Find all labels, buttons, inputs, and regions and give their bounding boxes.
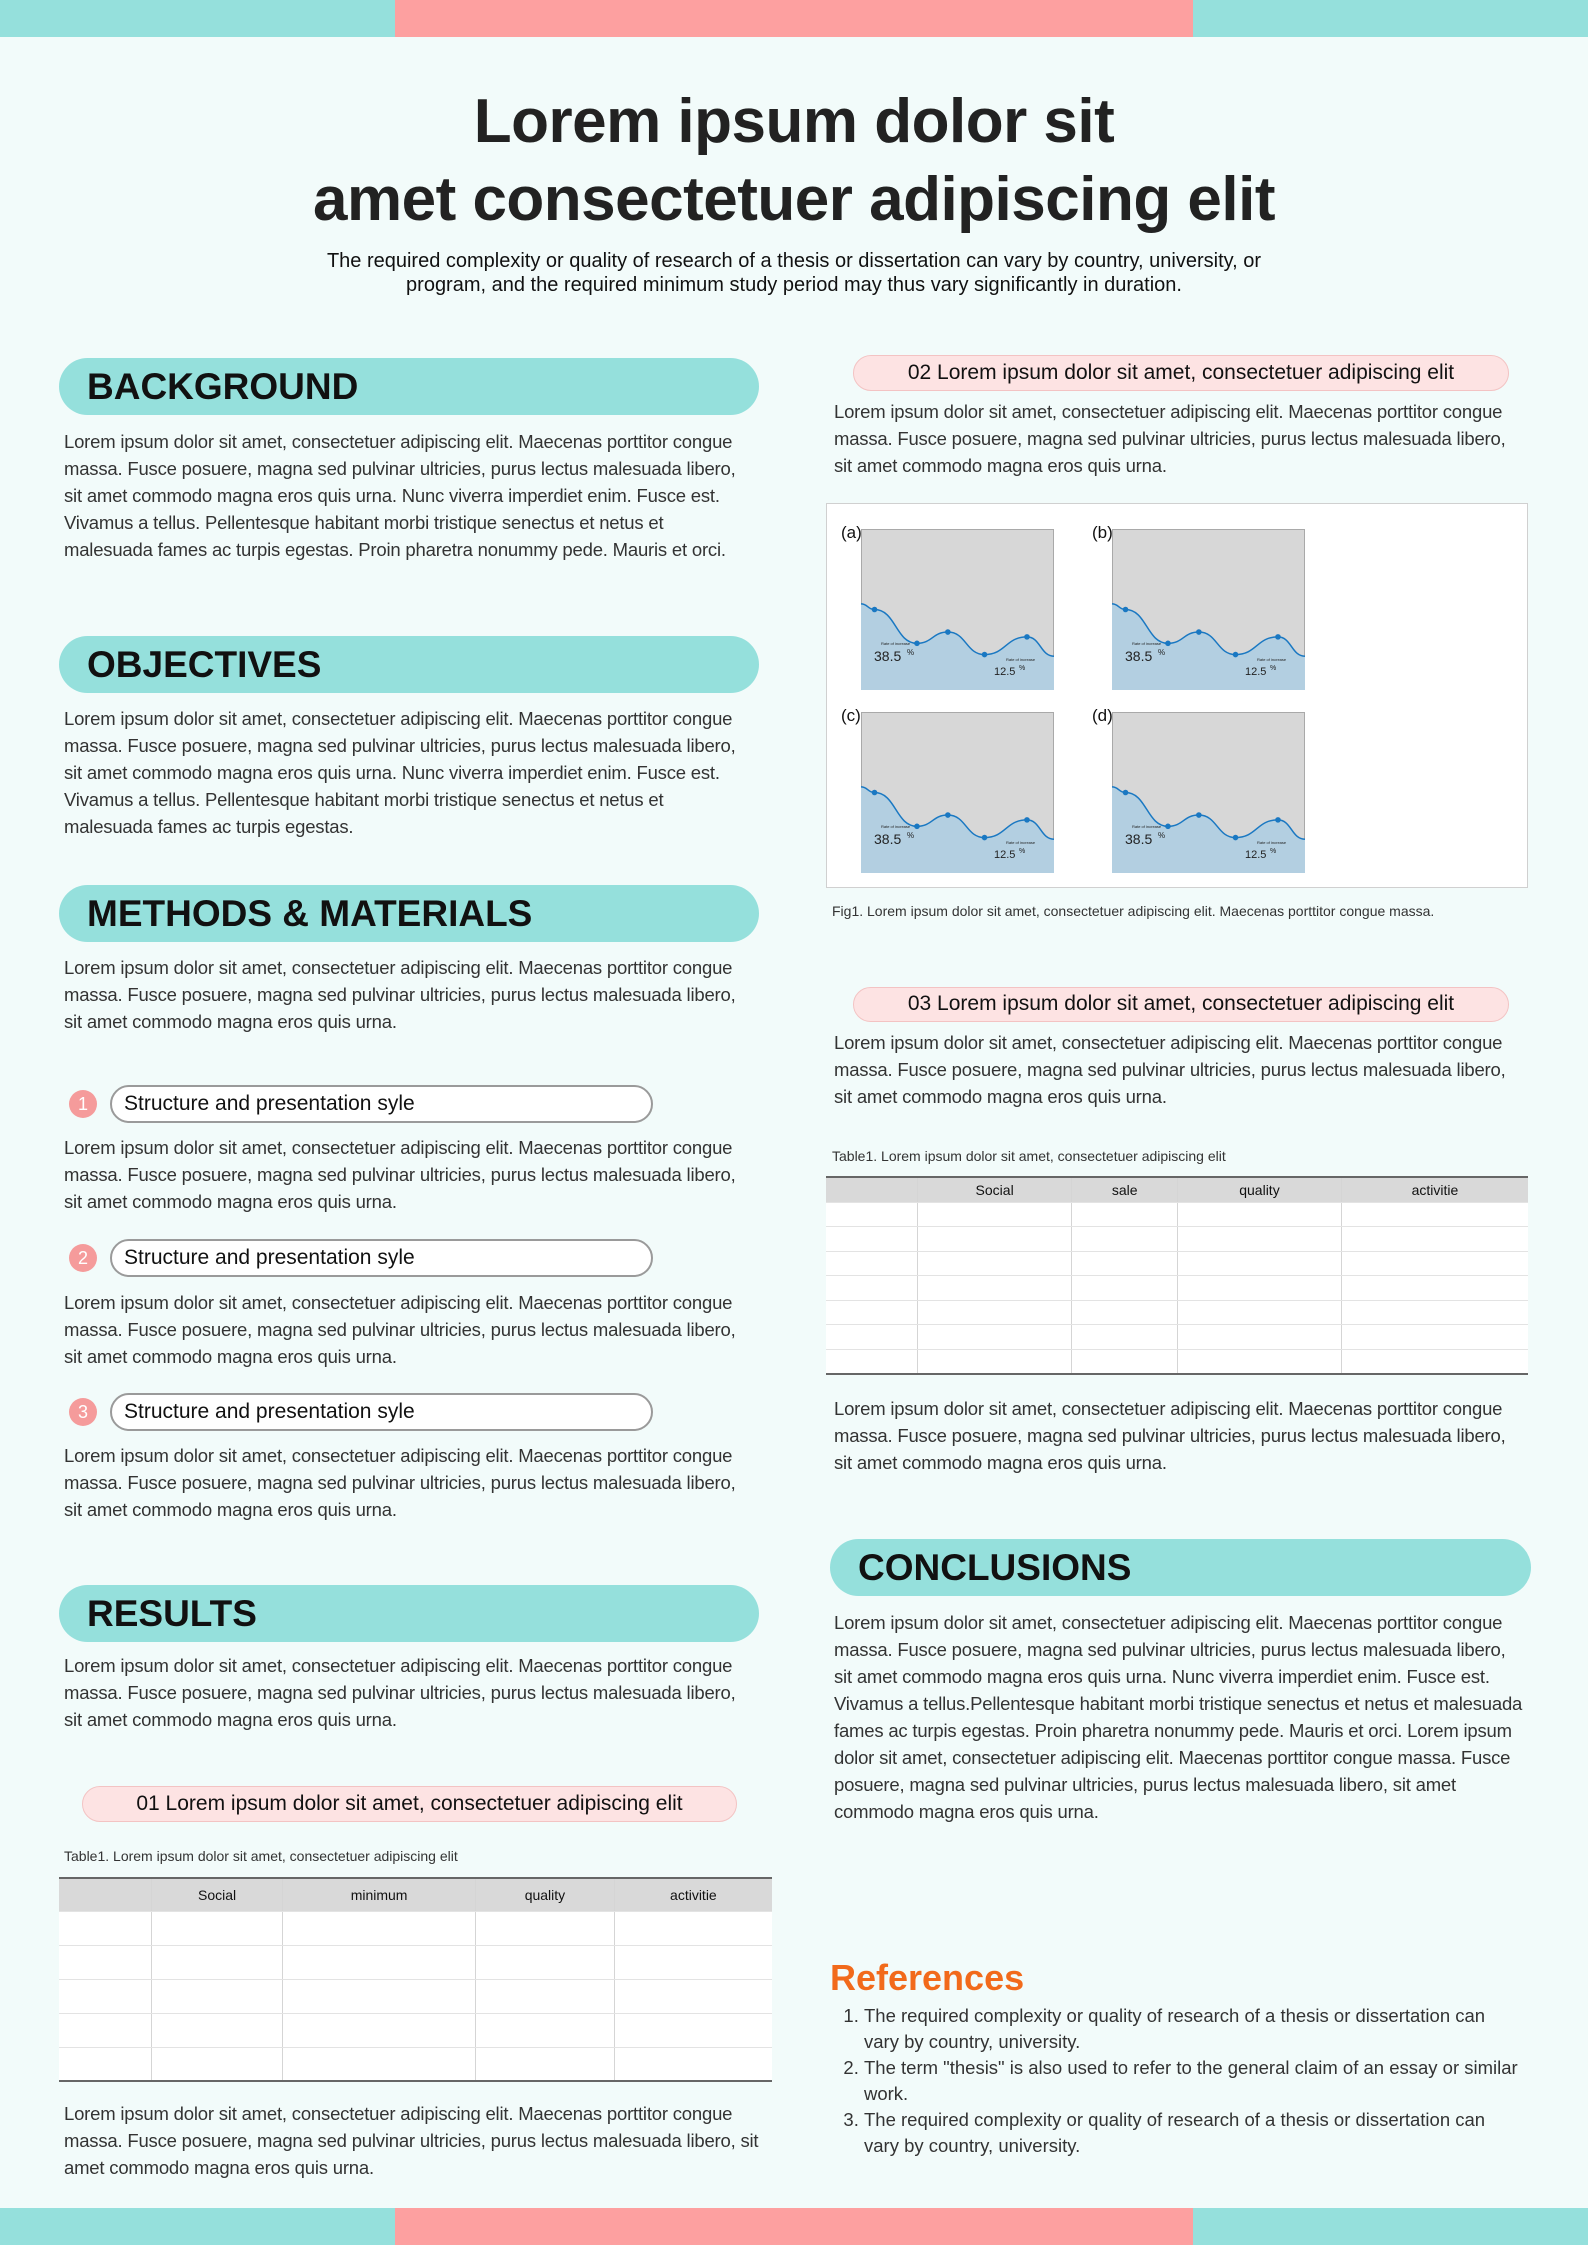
column-header: Social — [152, 1878, 283, 1911]
item-title: Structure and presentation syle — [110, 1393, 653, 1431]
panel-label: (a) — [841, 523, 862, 542]
table2-after-text: Lorem ipsum dolor sit amet, consectetuer adipiscing elit. Maecenas porttitor congue massa. Fusce posuere, magna sed pulvinar ultricies, purus lectus malesuada libero, sit amet commodo magna eros quis urna. — [834, 1398, 1506, 1473]
table-row — [59, 1911, 772, 1945]
references-heading: References — [830, 1957, 1025, 1998]
table-cell — [1177, 1349, 1341, 1374]
table-cell — [152, 1979, 283, 2013]
table-row — [826, 1325, 1528, 1350]
table-cell — [1072, 1300, 1178, 1325]
table-cell — [1177, 1227, 1341, 1252]
figure-caption: Fig1. Lorem ipsum dolor sit amet, consectetuer adipiscing elit. Maecenas porttitor congue massa. — [832, 903, 1435, 919]
table-cell — [152, 2047, 283, 2081]
annotation-unit: % — [1270, 665, 1277, 672]
table-cell — [1177, 1276, 1341, 1301]
annotation-label: Rate of increase — [1006, 840, 1036, 845]
annotation-value: 38.5 — [874, 648, 902, 664]
methods-heading: METHODS & MATERIALS — [59, 885, 759, 942]
results-subheading-02: 02 Lorem ipsum dolor sit amet, consectetuer adipiscing elit — [853, 355, 1509, 391]
table-row — [59, 2013, 772, 2047]
table-cell — [283, 1945, 476, 1979]
data-point — [945, 812, 951, 818]
poster-subtitle: The required complexity or quality of research of a thesis or dissertation can vary by country, university, or program, and the required minimum study period may thus vary significantly in duration. — [326, 250, 1262, 296]
data-point — [982, 652, 988, 658]
results-table-1 — [59, 1877, 772, 2082]
table-row — [59, 2047, 772, 2081]
annotation-unit: % — [1019, 848, 1026, 855]
column-header: quality — [476, 1878, 615, 1911]
bottom-banner — [0, 2208, 1588, 2245]
conclusions-heading: CONCLUSIONS — [830, 1539, 1531, 1596]
table-cell — [476, 2047, 615, 2081]
table-cell — [476, 1945, 615, 1979]
annotation-value: 12.5 — [1245, 849, 1267, 861]
table-cell — [614, 2013, 772, 2047]
item-text: Lorem ipsum dolor sit amet, consectetuer adipiscing elit. Maecenas porttitor congue massa. Fusce posuere, magna sed pulvinar ultricies, purus lectus malesuada libero, sit amet commodo magna eros quis urna. — [64, 1137, 736, 1212]
background-heading: BACKGROUND — [59, 358, 759, 415]
data-point — [1024, 817, 1030, 823]
table-cell — [1341, 1251, 1528, 1276]
item-number-badge: 3 — [69, 1398, 97, 1426]
data-point — [1123, 607, 1129, 613]
column-header: sale — [1072, 1177, 1178, 1202]
annotation-label: Rate of increase — [881, 824, 911, 829]
data-point — [1233, 652, 1239, 658]
objectives-text: Lorem ipsum dolor sit amet, consectetuer adipiscing elit. Maecenas porttitor congue massa. Fusce posuere, magna sed pulvinar ultricies, purus lectus malesuada libero, sit amet commodo magna eros quis urna. Nunc viverra imperdiet enim. Fusce est. Vivamus a tellus. Pellentesque habitant morbi tristique senectus et netus et malesuada fames ac turpis egestas. — [64, 708, 736, 837]
results-text: Lorem ipsum dolor sit amet, consectetuer adipiscing elit. Maecenas porttitor congue massa. Fusce posuere, magna sed pulvinar ultricies, purus lectus malesuada libero, sit amet commodo magna eros quis urna. — [64, 1655, 736, 1730]
item-text: Lorem ipsum dolor sit amet, consectetuer adipiscing elit. Maecenas porttitor congue massa. Fusce posuere, magna sed pulvinar ultricies, purus lectus malesuada libero, sit amet commodo magna eros quis urna. — [64, 1445, 736, 1520]
table-cell — [917, 1251, 1072, 1276]
table-cell — [917, 1227, 1072, 1252]
column-header: quality — [1177, 1177, 1341, 1202]
data-point — [872, 607, 878, 613]
panel-chart — [861, 712, 1054, 873]
annotation-label: Rate of increase — [1132, 641, 1162, 646]
data-point — [1024, 634, 1030, 640]
table-cell — [1177, 1300, 1341, 1325]
annotation-label: Rate of increase — [881, 641, 911, 646]
table-cell — [826, 1349, 917, 1374]
table-cell — [152, 2013, 283, 2047]
table-cell — [1341, 1349, 1528, 1374]
data-point — [945, 629, 951, 635]
panel-chart — [1112, 712, 1305, 873]
table-row — [826, 1251, 1528, 1276]
annotation-value: 38.5 — [1125, 831, 1153, 847]
annotation-value: 12.5 — [994, 849, 1016, 861]
table-cell — [283, 2047, 476, 2081]
column-header: minimum — [283, 1878, 476, 1911]
data-point — [1165, 824, 1171, 830]
table-cell — [152, 1911, 283, 1945]
annotation-unit: % — [1158, 648, 1166, 657]
reference-item: 2. The term "thesis" is also used to refer to the general claim of an essay or similar work. — [864, 2055, 1524, 2107]
table-cell — [826, 1276, 917, 1301]
results-subheading-01: 01 Lorem ipsum dolor sit amet, consectetuer adipiscing elit — [82, 1786, 737, 1822]
annotation-value: 38.5 — [874, 831, 902, 847]
table-header-row — [59, 1878, 772, 1911]
table1-after-text: Lorem ipsum dolor sit amet, consectetuer adipiscing elit. Maecenas porttitor congue massa. Fusce posuere, magna sed pulvinar ultricies, purus lectus malesuada libero, sit amet commodo magna eros quis urna. — [64, 2103, 759, 2178]
table-cell — [614, 1979, 772, 2013]
table2-caption: Table1. Lorem ipsum dolor sit amet, consectetuer adipiscing elit — [832, 1148, 1226, 1164]
annotation-value: 12.5 — [1245, 666, 1267, 678]
annotation-unit: % — [907, 648, 915, 657]
data-point — [1165, 641, 1171, 647]
conclusions-text: Lorem ipsum dolor sit amet, consectetuer adipiscing elit. Maecenas porttitor congue massa. Fusce posuere, magna sed pulvinar ultricies, purus lectus malesuada libero, sit amet commodo magna eros quis urna. Nunc viverra imperdiet enim. Fusce est. Vivamus a tellus.Pellentesque habitant morbi tristique senectus et netus et malesuada fames ac turpis egestas. Proin pharetra nonummy pede. Mauris et orci. Lorem ipsum dolor sit amet, consectetuer adipiscing elit. Maecenas porttitor congue massa. Fusce posuere, magna sed pulvinar ultricies, purus lectus malesuada libero, sit amet commodo magna eros quis urna. — [834, 1612, 1523, 1822]
table-cell — [917, 1349, 1072, 1374]
item-title: Structure and presentation syle — [110, 1239, 653, 1277]
annotation-unit: % — [907, 831, 915, 840]
reference-item: 1. The required complexity or quality of research of a thesis or dissertation can vary by country, university. — [864, 2003, 1524, 2055]
background-text: Lorem ipsum dolor sit amet, consectetuer adipiscing elit. Maecenas porttitor congue massa. Fusce posuere, magna sed pulvinar ultricies, purus lectus malesuada libero, sit amet commodo magna eros quis urna. Nunc viverra imperdiet enim. Fusce est. Vivamus a tellus. Pellentesque habitant morbi tristique senectus et netus et malesuada fames ac turpis egestas. Proin pharetra nonummy pede. Mauris et orci. — [64, 431, 736, 560]
data-point — [982, 835, 988, 841]
column-header: activitie — [1341, 1177, 1528, 1202]
table-row — [826, 1300, 1528, 1325]
table-cell — [1341, 1227, 1528, 1252]
results-subheading-03: 03 Lorem ipsum dolor sit amet, consectetuer adipiscing elit — [853, 987, 1509, 1022]
table-cell — [59, 1945, 152, 1979]
table-cell — [826, 1325, 917, 1350]
table-row — [826, 1349, 1528, 1374]
table-cell — [1341, 1202, 1528, 1227]
table-row — [826, 1276, 1528, 1301]
table-cell — [476, 1979, 615, 2013]
table-cell — [1341, 1300, 1528, 1325]
table-cell — [614, 1911, 772, 1945]
annotation-value: 12.5 — [994, 666, 1016, 678]
annotation-label: Rate of increase — [1006, 657, 1036, 662]
annotation-unit: % — [1019, 665, 1026, 672]
annotation-label: Rate of increase — [1257, 657, 1287, 662]
table-cell — [826, 1300, 917, 1325]
results-table-2 — [826, 1176, 1528, 1375]
table-cell — [59, 2047, 152, 2081]
table-cell — [1177, 1202, 1341, 1227]
table1-caption: Table1. Lorem ipsum dolor sit amet, consectetuer adipiscing elit — [64, 1848, 458, 1864]
table-cell — [59, 2013, 152, 2047]
annotation-unit: % — [1270, 848, 1277, 855]
table-cell — [1177, 1251, 1341, 1276]
table-cell — [283, 1979, 476, 2013]
panel-label: (c) — [841, 706, 861, 725]
table-cell — [476, 2013, 615, 2047]
data-point — [1233, 835, 1239, 841]
item-number-badge: 2 — [69, 1244, 97, 1272]
item-number-badge: 1 — [69, 1090, 97, 1118]
table-cell — [1072, 1349, 1178, 1374]
poster-title-line2: amet consectetuer adipiscing elit — [312, 165, 1276, 234]
panel-label: (b) — [1092, 523, 1113, 542]
column-header: Social — [917, 1177, 1072, 1202]
objectives-heading: OBJECTIVES — [59, 636, 759, 693]
data-point — [1275, 634, 1281, 640]
methods-text: Lorem ipsum dolor sit amet, consectetuer adipiscing elit. Maecenas porttitor congue massa. Fusce posuere, magna sed pulvinar ultricies, purus lectus malesuada libero, sit amet commodo magna eros quis urna. — [64, 957, 736, 1032]
references-list — [834, 2003, 1524, 2159]
table-cell — [1072, 1276, 1178, 1301]
table-cell — [826, 1251, 917, 1276]
table-cell — [1341, 1325, 1528, 1350]
table-row — [59, 1945, 772, 1979]
table-cell — [614, 2047, 772, 2081]
table-cell — [917, 1325, 1072, 1350]
annotation-label: Rate of increase — [1257, 840, 1287, 845]
data-point — [1196, 629, 1202, 635]
annotation-value: 38.5 — [1125, 648, 1153, 664]
table-cell — [1072, 1251, 1178, 1276]
table-cell — [917, 1202, 1072, 1227]
table-row — [826, 1202, 1528, 1227]
table-cell — [826, 1227, 917, 1252]
table-cell — [826, 1202, 917, 1227]
column-header — [59, 1878, 152, 1911]
item-title: Structure and presentation syle — [110, 1085, 653, 1123]
item-text: Lorem ipsum dolor sit amet, consectetuer adipiscing elit. Maecenas porttitor congue massa. Fusce posuere, magna sed pulvinar ultricies, purus lectus malesuada libero, sit amet commodo magna eros quis urna. — [64, 1292, 736, 1367]
table-cell — [1072, 1325, 1178, 1350]
annotation-label: Rate of increase — [1132, 824, 1162, 829]
data-point — [914, 641, 920, 647]
sub3-text: Lorem ipsum dolor sit amet, consectetuer adipiscing elit. Maecenas porttitor congue massa. Fusce posuere, magna sed pulvinar ultricies, purus lectus malesuada libero, sit amet commodo magna eros quis urna. — [834, 1032, 1506, 1107]
table-cell — [1177, 1325, 1341, 1350]
data-point — [1196, 812, 1202, 818]
panel-chart — [861, 529, 1054, 690]
data-point — [914, 824, 920, 830]
table-cell — [283, 1911, 476, 1945]
table-cell — [1341, 1276, 1528, 1301]
data-point — [872, 790, 878, 796]
table-row — [826, 1227, 1528, 1252]
sub2-text: Lorem ipsum dolor sit amet, consectetuer adipiscing elit. Maecenas porttitor congue massa. Fusce posuere, magna sed pulvinar ultricies, purus lectus malesuada libero, sit amet commodo magna eros quis urna. — [834, 401, 1506, 476]
table-header-row — [826, 1177, 1528, 1202]
column-header — [826, 1177, 917, 1202]
table-cell — [476, 1911, 615, 1945]
column-header: activitie — [614, 1878, 772, 1911]
data-point — [1275, 817, 1281, 823]
top-banner — [0, 0, 1588, 37]
table-cell — [1072, 1202, 1178, 1227]
table-cell — [59, 1979, 152, 2013]
table-cell — [614, 1945, 772, 1979]
table-cell — [1072, 1227, 1178, 1252]
panel-chart — [1112, 529, 1305, 690]
reference-item: 3. The required complexity or quality of research of a thesis or dissertation can vary by country, university. — [864, 2107, 1524, 2159]
table-row — [59, 1979, 772, 2013]
results-heading: RESULTS — [59, 1585, 759, 1642]
annotation-unit: % — [1158, 831, 1166, 840]
table-cell — [283, 2013, 476, 2047]
table-cell — [59, 1911, 152, 1945]
data-point — [1123, 790, 1129, 796]
table-cell — [917, 1276, 1072, 1301]
poster-title-line1: Lorem ipsum dolor sit — [473, 87, 1115, 156]
panel-label: (d) — [1092, 706, 1113, 725]
table-cell — [917, 1300, 1072, 1325]
table-cell — [152, 1945, 283, 1979]
